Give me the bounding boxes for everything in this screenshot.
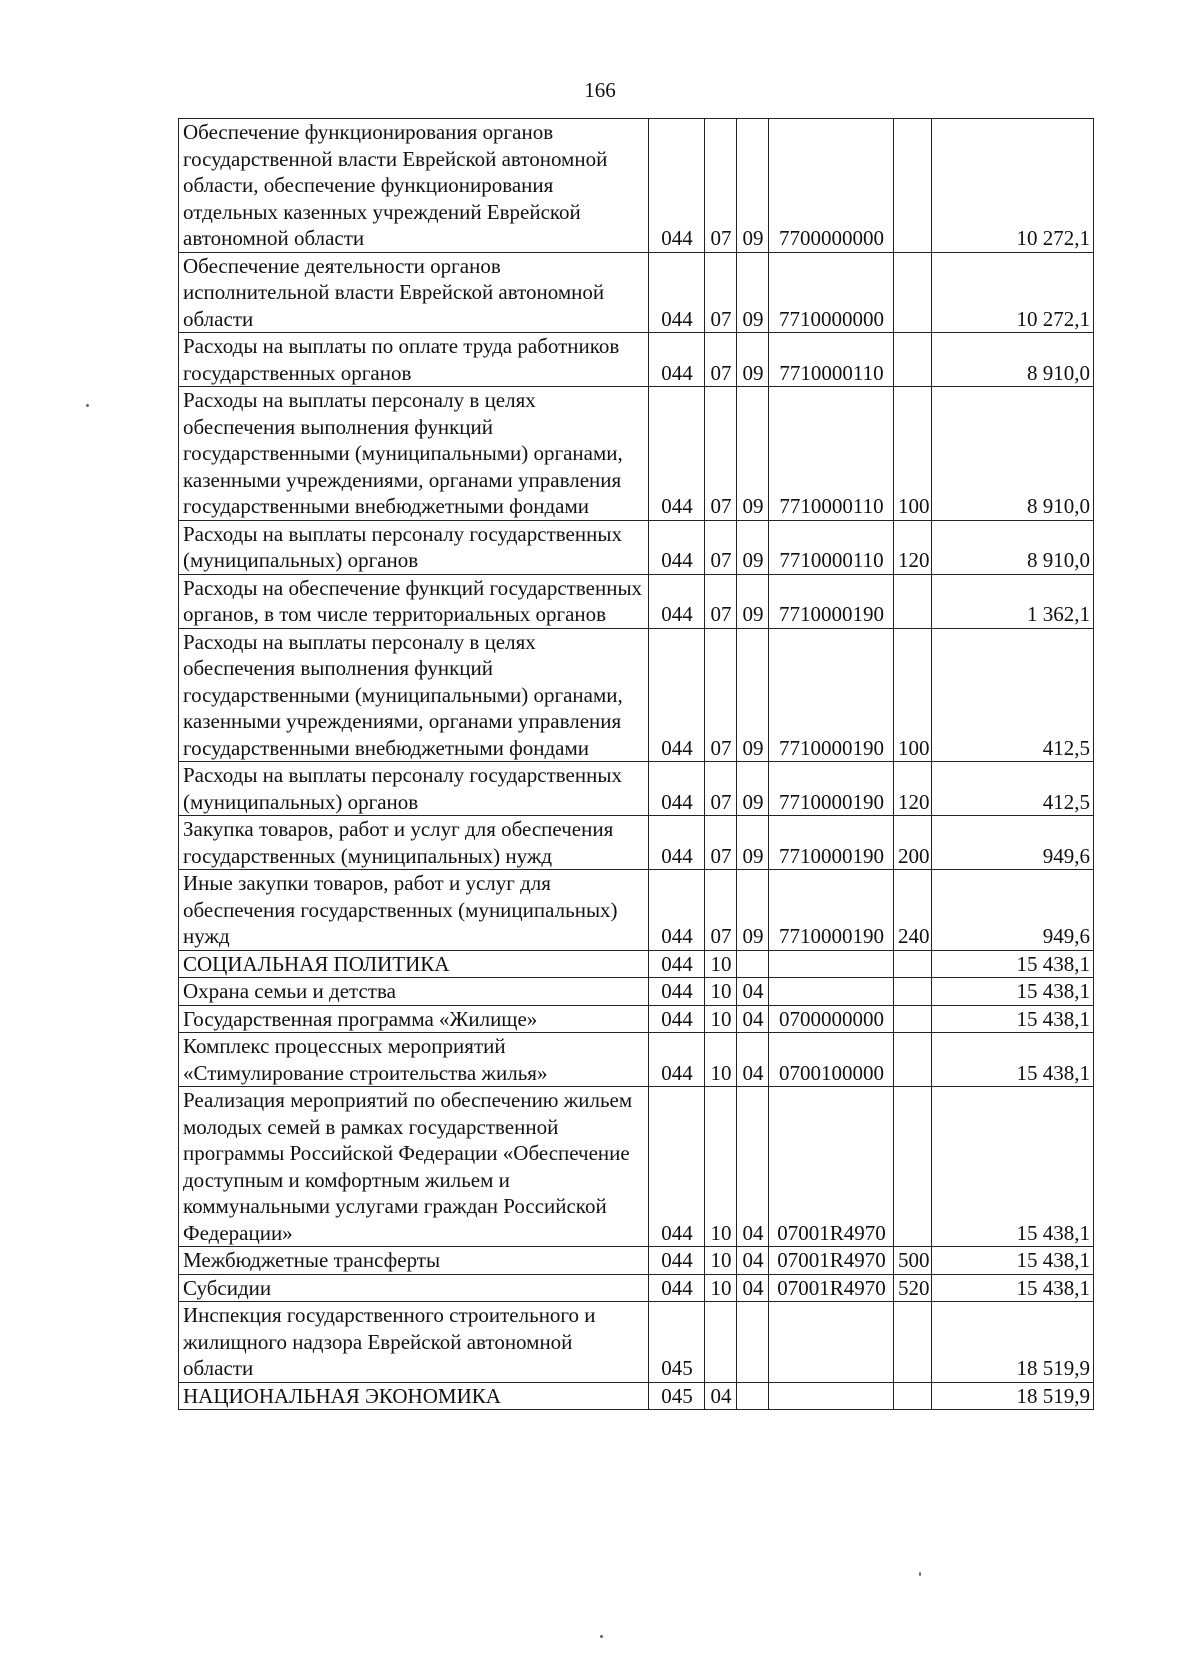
- row-name: Комплекс процессных мероприятий «Стимулирование строительства жилья»: [179, 1033, 649, 1087]
- row-subsection-code: 09: [737, 119, 769, 253]
- row-amount: 412,5: [932, 762, 1094, 816]
- row-subsection-code: 04: [737, 978, 769, 1006]
- table-row: [179, 816, 1094, 870]
- row-section-code: 10: [705, 1247, 737, 1275]
- page-number: 166: [584, 78, 616, 102]
- row-amount: 15 438,1: [932, 1033, 1094, 1087]
- row-section-code: 07: [705, 816, 737, 870]
- row-target-code: 07001R4970: [769, 1274, 894, 1302]
- row-section-code: 10: [705, 978, 737, 1006]
- row-section-code: 10: [705, 1005, 737, 1033]
- table-row: [179, 870, 1094, 951]
- row-target-code: 7710000110: [769, 333, 894, 387]
- row-ved-code: 045: [649, 1382, 705, 1410]
- row-name: Расходы на обеспечение функций государственных органов, в том числе территориальных органов: [179, 574, 649, 628]
- row-ved-code: 044: [649, 1274, 705, 1302]
- table-row: [179, 1005, 1094, 1033]
- row-ved-code: 044: [649, 1087, 705, 1247]
- row-subsection-code: [737, 1302, 769, 1383]
- row-name: Закупка товаров, работ и услуг для обеспечения государственных (муниципальных) нужд: [179, 816, 649, 870]
- row-subsection-code: 09: [737, 870, 769, 951]
- row-target-code: 7710000190: [769, 574, 894, 628]
- row-amount: 15 438,1: [932, 1274, 1094, 1302]
- row-name: НАЦИОНАЛЬНАЯ ЭКОНОМИКА: [179, 1382, 649, 1410]
- row-target-code: 7710000190: [769, 628, 894, 762]
- row-amount: 10 272,1: [932, 252, 1094, 333]
- row-name: Обеспечение функционирования органов государственной власти Еврейской автономной области, обеспечение функционирования отдельных казенных учреждений Еврейской автономной области: [179, 119, 649, 253]
- row-ved-code: 044: [649, 252, 705, 333]
- row-ved-code: 044: [649, 950, 705, 978]
- table-row: [179, 1274, 1094, 1302]
- row-subsection-code: 04: [737, 1247, 769, 1275]
- row-section-code: 07: [705, 333, 737, 387]
- row-target-code: 7710000190: [769, 816, 894, 870]
- budget-table: [178, 118, 1094, 1410]
- scan-speck: [600, 1635, 603, 1638]
- row-section-code: [705, 1302, 737, 1383]
- row-subsection-code: 09: [737, 628, 769, 762]
- row-expense-type-code: [894, 574, 932, 628]
- row-name: Инспекция государственного строительного и жилищного надзора Еврейской автономной области: [179, 1302, 649, 1383]
- row-ved-code: 044: [649, 1247, 705, 1275]
- row-ved-code: 045: [649, 1302, 705, 1383]
- table-row: [179, 574, 1094, 628]
- row-expense-type-code: [894, 1005, 932, 1033]
- row-ved-code: 044: [649, 333, 705, 387]
- row-target-code: 7710000000: [769, 252, 894, 333]
- row-subsection-code: 04: [737, 1274, 769, 1302]
- row-amount: 949,6: [932, 816, 1094, 870]
- row-ved-code: 044: [649, 119, 705, 253]
- row-target-code: 7710000190: [769, 762, 894, 816]
- row-target-code: [769, 1382, 894, 1410]
- row-amount: 15 438,1: [932, 978, 1094, 1006]
- row-name: Иные закупки товаров, работ и услуг для обеспечения государственных (муниципальных) нужд: [179, 870, 649, 951]
- row-target-code: 7700000000: [769, 119, 894, 253]
- row-amount: 8 910,0: [932, 520, 1094, 574]
- row-target-code: [769, 950, 894, 978]
- row-expense-type-code: [894, 119, 932, 253]
- row-expense-type-code: 120: [894, 520, 932, 574]
- row-ved-code: 044: [649, 1005, 705, 1033]
- table-row: [179, 1033, 1094, 1087]
- table-row: [179, 333, 1094, 387]
- table-row: [179, 119, 1094, 253]
- row-name: СОЦИАЛЬНАЯ ПОЛИТИКА: [179, 950, 649, 978]
- row-amount: 15 438,1: [932, 1005, 1094, 1033]
- row-target-code: 07001R4970: [769, 1247, 894, 1275]
- row-amount: 18 519,9: [932, 1302, 1094, 1383]
- row-name: Охрана семьи и детства: [179, 978, 649, 1006]
- row-amount: 15 438,1: [932, 1087, 1094, 1247]
- row-expense-type-code: 120: [894, 762, 932, 816]
- row-subsection-code: 09: [737, 387, 769, 521]
- table-row: [179, 1247, 1094, 1275]
- row-amount: 8 910,0: [932, 333, 1094, 387]
- row-ved-code: 044: [649, 870, 705, 951]
- row-name: Межбюджетные трансферты: [179, 1247, 649, 1275]
- row-ved-code: 044: [649, 574, 705, 628]
- row-subsection-code: 04: [737, 1005, 769, 1033]
- row-section-code: 07: [705, 520, 737, 574]
- row-expense-type-code: 240: [894, 870, 932, 951]
- row-name: Расходы на выплаты персоналу в целях обеспечения выполнения функций государственными (муниципальными) органами, казенными учреждениями, органами управления государственными внебюджетными фондами: [179, 628, 649, 762]
- row-amount: 1 362,1: [932, 574, 1094, 628]
- table-row: [179, 387, 1094, 521]
- row-target-code: [769, 1302, 894, 1383]
- row-ved-code: 044: [649, 628, 705, 762]
- row-target-code: 07001R4970: [769, 1087, 894, 1247]
- row-name: Расходы на выплаты персоналу государственных (муниципальных) органов: [179, 520, 649, 574]
- row-expense-type-code: 100: [894, 628, 932, 762]
- row-amount: 15 438,1: [932, 950, 1094, 978]
- row-subsection-code: 04: [737, 1033, 769, 1087]
- row-name: Обеспечение деятельности органов исполнительной власти Еврейской автономной области: [179, 252, 649, 333]
- table-row: [179, 950, 1094, 978]
- row-section-code: 07: [705, 762, 737, 816]
- row-subsection-code: 09: [737, 574, 769, 628]
- row-subsection-code: 09: [737, 762, 769, 816]
- row-subsection-code: 04: [737, 1087, 769, 1247]
- row-section-code: 10: [705, 1274, 737, 1302]
- table-row: [179, 1087, 1094, 1247]
- row-section-code: 10: [705, 1087, 737, 1247]
- budget-table-body: [179, 119, 1094, 1410]
- row-expense-type-code: 100: [894, 387, 932, 521]
- row-ved-code: 044: [649, 387, 705, 521]
- row-amount: 18 519,9: [932, 1382, 1094, 1410]
- row-ved-code: 044: [649, 978, 705, 1006]
- row-target-code: 7710000110: [769, 387, 894, 521]
- row-ved-code: 044: [649, 520, 705, 574]
- row-expense-type-code: [894, 1033, 932, 1087]
- table-row: [179, 628, 1094, 762]
- row-name: Субсидии: [179, 1274, 649, 1302]
- row-expense-type-code: [894, 252, 932, 333]
- row-expense-type-code: [894, 950, 932, 978]
- table-row: [179, 762, 1094, 816]
- row-expense-type-code: [894, 1302, 932, 1383]
- row-section-code: 07: [705, 628, 737, 762]
- scan-speck: [86, 404, 89, 407]
- row-expense-type-code: [894, 1087, 932, 1247]
- row-target-code: 0700000000: [769, 1005, 894, 1033]
- row-name: Расходы на выплаты по оплате труда работников государственных органов: [179, 333, 649, 387]
- row-section-code: 04: [705, 1382, 737, 1410]
- table-row: [179, 1302, 1094, 1383]
- row-section-code: 07: [705, 119, 737, 253]
- row-expense-type-code: 500: [894, 1247, 932, 1275]
- row-expense-type-code: [894, 978, 932, 1006]
- row-section-code: 07: [705, 387, 737, 521]
- scan-speck: [919, 1572, 921, 1576]
- row-subsection-code: 09: [737, 333, 769, 387]
- row-name: Расходы на выплаты персоналу в целях обеспечения выполнения функций государственными (муниципальными) органами, казенными учреждениями, органами управления государственными внебюджетными фондами: [179, 387, 649, 521]
- row-expense-type-code: 200: [894, 816, 932, 870]
- row-target-code: 0700100000: [769, 1033, 894, 1087]
- table-row: [179, 1382, 1094, 1410]
- row-target-code: [769, 978, 894, 1006]
- row-ved-code: 044: [649, 1033, 705, 1087]
- row-target-code: 7710000190: [769, 870, 894, 951]
- row-section-code: 07: [705, 574, 737, 628]
- row-amount: 949,6: [932, 870, 1094, 951]
- row-amount: 15 438,1: [932, 1247, 1094, 1275]
- row-subsection-code: [737, 950, 769, 978]
- table-row: [179, 520, 1094, 574]
- row-expense-type-code: [894, 333, 932, 387]
- row-amount: 8 910,0: [932, 387, 1094, 521]
- row-expense-type-code: [894, 1382, 932, 1410]
- row-expense-type-code: 520: [894, 1274, 932, 1302]
- row-ved-code: 044: [649, 762, 705, 816]
- row-section-code: 10: [705, 1033, 737, 1087]
- row-target-code: 7710000110: [769, 520, 894, 574]
- table-row: [179, 978, 1094, 1006]
- row-name: Государственная программа «Жилище»: [179, 1005, 649, 1033]
- row-name: Реализация мероприятий по обеспечению жильем молодых семей в рамках государственной программы Российской Федерации «Обеспечение доступным и комфортным жильем и коммунальными услугами граждан Российской Федерации»: [179, 1087, 649, 1247]
- row-subsection-code: 09: [737, 816, 769, 870]
- table-row: [179, 252, 1094, 333]
- row-section-code: 07: [705, 252, 737, 333]
- row-subsection-code: 09: [737, 252, 769, 333]
- row-amount: 412,5: [932, 628, 1094, 762]
- row-section-code: 10: [705, 950, 737, 978]
- row-section-code: 07: [705, 870, 737, 951]
- row-amount: 10 272,1: [932, 119, 1094, 253]
- row-name: Расходы на выплаты персоналу государственных (муниципальных) органов: [179, 762, 649, 816]
- row-subsection-code: [737, 1382, 769, 1410]
- row-ved-code: 044: [649, 816, 705, 870]
- row-subsection-code: 09: [737, 520, 769, 574]
